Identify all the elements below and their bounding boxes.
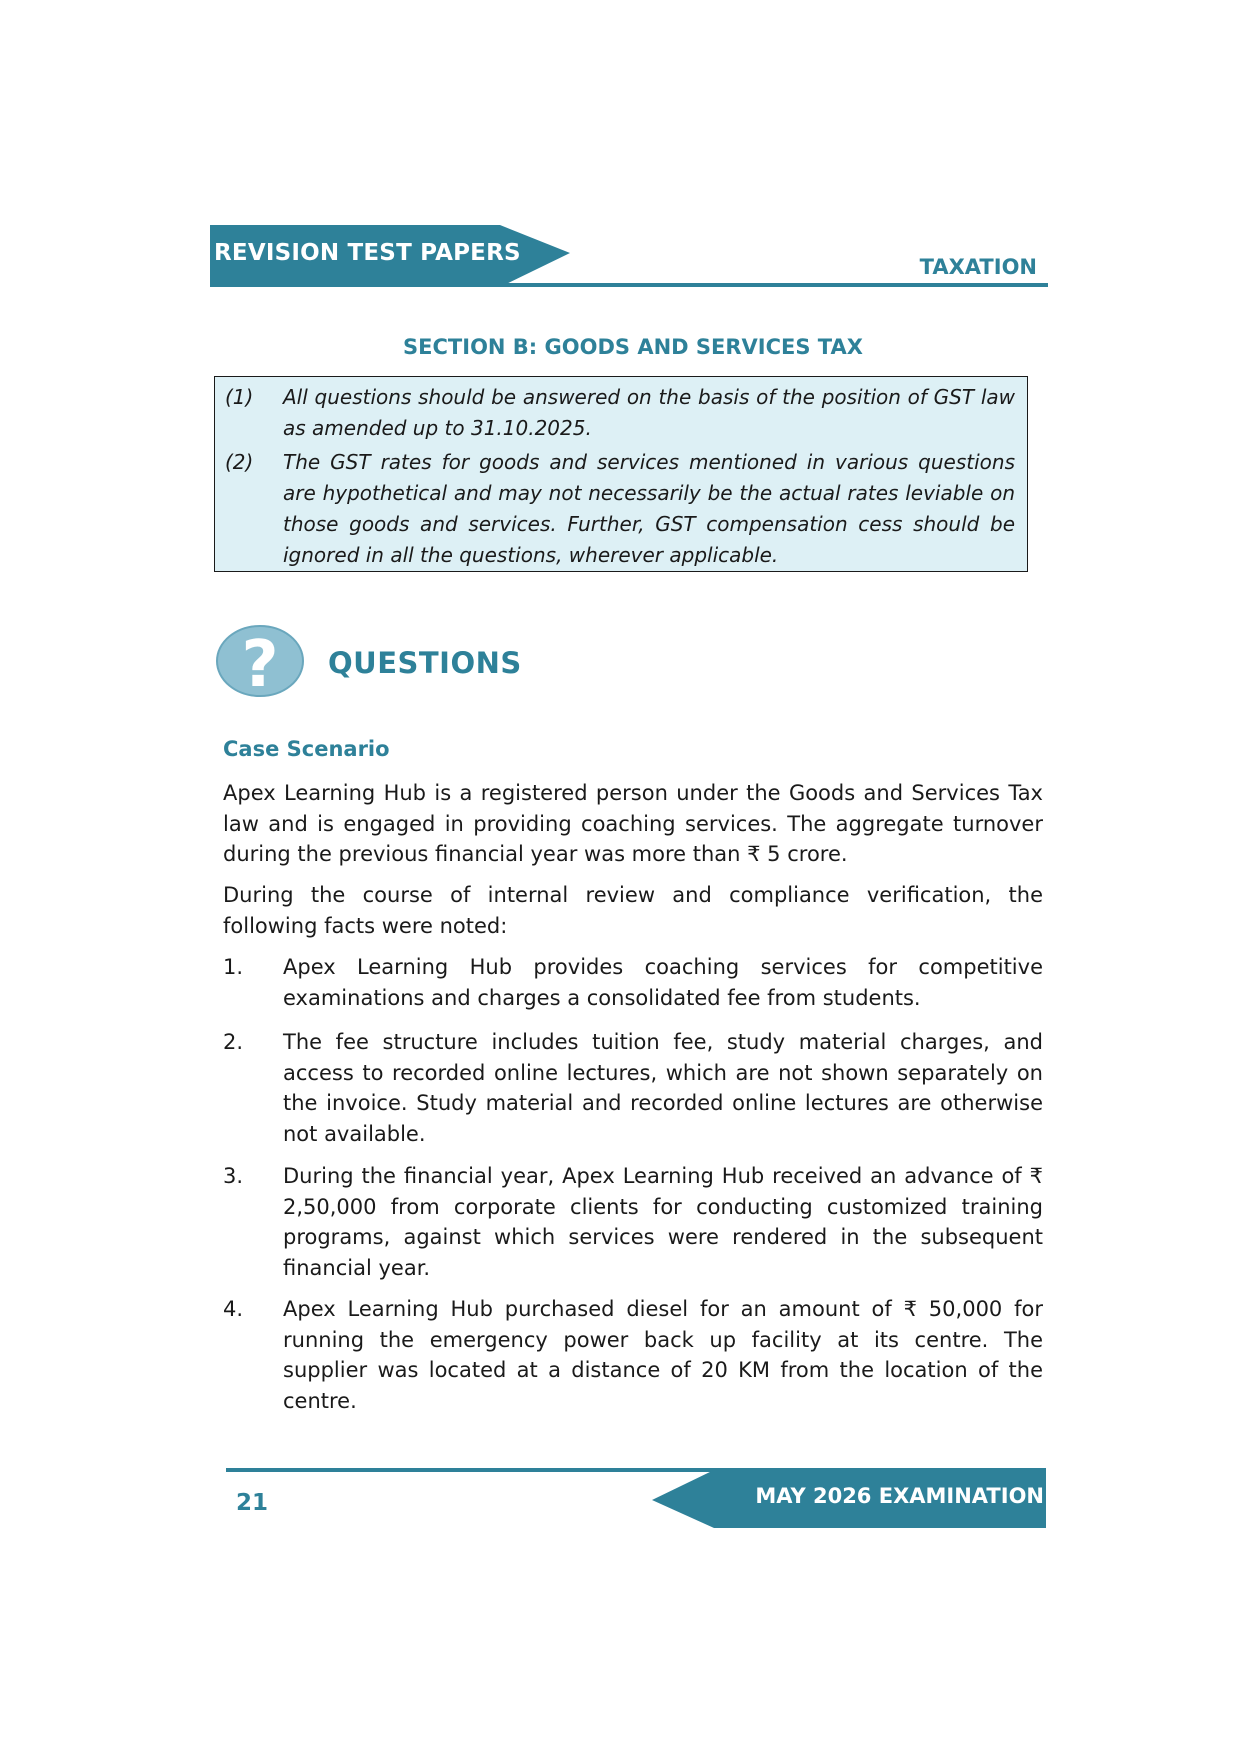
instruction-text: The GST rates for goods and services mentioned in various questions are hypothetical and may not necessarily be the actual rates leviable on those goods and services. Further, GST compensation cess should be ignored in all the questions, wherever applicable.	[283, 450, 1015, 567]
list-item-number: 4.	[223, 1297, 244, 1321]
list-item-text: During the financial year, Apex Learning Hub received an advance of ₹ 2,50,000 from corporate clients for conducting customized training programs, against which services were rendered in the subsequent financial year.	[283, 1164, 1043, 1280]
instruction-number: (2)	[225, 450, 254, 474]
list-item-text: Apex Learning Hub purchased diesel for an amount of ₹ 50,000 for running the emergency power back up facility at its centre. The supplier was located at a distance of 20 KM from the location of the centre.	[283, 1297, 1043, 1413]
list-item-number: 3.	[223, 1164, 244, 1188]
instruction-text: All questions should be answered on the basis of the position of GST law as amended up to 31.10.2025.	[283, 385, 1015, 440]
question-mark-icon	[215, 624, 305, 698]
case-paragraph: Apex Learning Hub is a registered person under the Goods and Services Tax law and is engaged in providing coaching services. The aggregate turnover during the previous financial year was more than ₹ 5 crore.	[223, 781, 1043, 866]
case-scenario-heading: Case Scenario	[223, 737, 390, 761]
list-item-text: The fee structure includes tuition fee, study material charges, and access to recorded online lectures, which are not shown separately on the invoice. Study material and recorded online lectures are otherwise not available.	[283, 1030, 1043, 1146]
footer-exam-label: MAY 2026 EXAMINATION	[755, 1484, 1044, 1508]
instruction-number: (1)	[225, 385, 254, 409]
questions-heading: QUESTIONS	[328, 646, 522, 680]
list-item	[223, 1294, 1043, 1416]
header-title: REVISION TEST PAPERS	[214, 240, 521, 266]
list-item-number: 2.	[223, 1030, 244, 1054]
instruction-item	[225, 382, 1015, 444]
instruction-item	[225, 447, 1015, 571]
header-subject: TAXATION	[919, 255, 1037, 279]
list-item	[223, 952, 1043, 1013]
section-title: SECTION B: GOODS AND SERVICES TAX	[403, 335, 863, 359]
list-item	[223, 1027, 1043, 1149]
instructions-box	[214, 376, 1028, 572]
header-rule	[210, 283, 1048, 287]
list-item-text: Apex Learning Hub provides coaching services for competitive examinations and charges a consolidated fee from students.	[283, 955, 1043, 1010]
case-paragraph: During the course of internal review and compliance verification, the following facts were noted:	[223, 883, 1043, 938]
svg-text:?: ?	[241, 628, 279, 698]
list-item-number: 1.	[223, 955, 244, 979]
page-number: 21	[236, 1490, 269, 1516]
list-item	[223, 1161, 1043, 1283]
